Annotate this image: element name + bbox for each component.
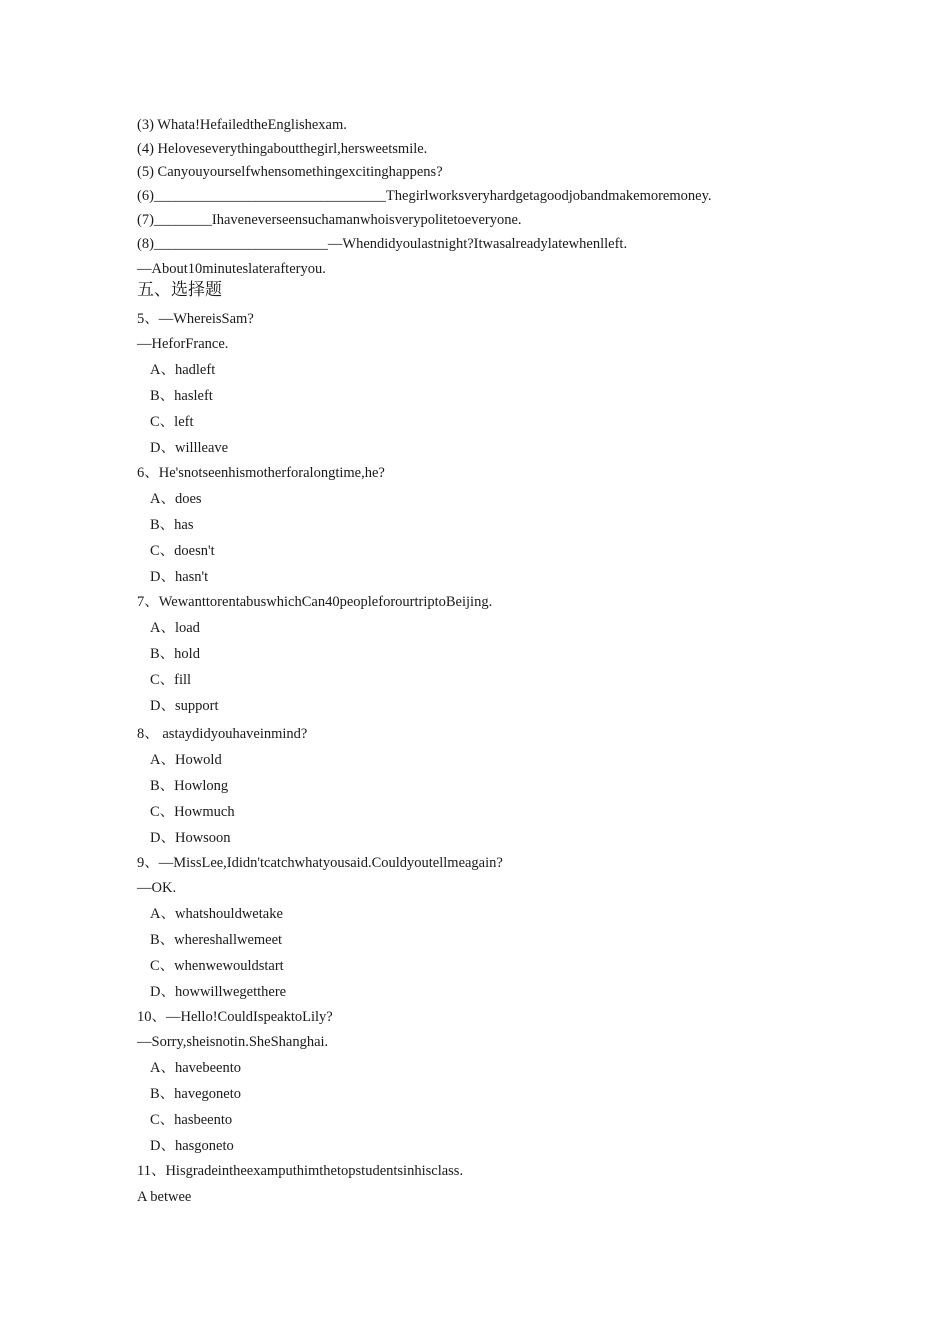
question-stem: —HeforFrance. bbox=[137, 336, 229, 352]
fill-in-item-7: (7)________Ihaveneverseensuchamanwhoisverypolitetoeveryone. bbox=[137, 212, 522, 228]
fill-in-item-6: (6)________________________________Thegirlworksveryhardgetagoodjobandmakemoremoney. bbox=[137, 188, 712, 204]
answer-option: A、hadleft bbox=[150, 362, 216, 378]
question-stem: 9、—MissLee,Ididn'tcatchwhatyousaid.Couldyoutellmeagain? bbox=[137, 855, 503, 871]
answer-option: B、havegoneto bbox=[150, 1086, 242, 1102]
question-stem: 10、—Hello!CouldIspeaktoLily? bbox=[137, 1009, 333, 1025]
answer-option: D、hasgoneto bbox=[150, 1138, 234, 1154]
fill-in-item-3: (3) Whata!HefailedtheEnglishexam. bbox=[137, 117, 347, 133]
answer-option: B、Howlong bbox=[150, 778, 229, 794]
answer-option: A、whatshouldwetake bbox=[150, 906, 283, 922]
answer-option: A betwee bbox=[137, 1189, 192, 1205]
answer-option: D、willleave bbox=[150, 440, 229, 456]
answer-option: D、support bbox=[150, 698, 219, 714]
answer-option: D、howwillwegetthere bbox=[150, 984, 287, 1000]
section-title: 五、选择题 bbox=[137, 280, 222, 300]
answer-option: C、left bbox=[150, 414, 194, 430]
answer-option: A、Howold bbox=[150, 752, 222, 768]
answer-option: A、load bbox=[150, 620, 200, 636]
question-stem: —Sorry,sheisnotin.SheShanghai. bbox=[137, 1034, 329, 1050]
fill-in-item-8: (8)________________________—Whendidyoulastnight?Itwasalreadylatewhenlleft. bbox=[137, 236, 628, 252]
fill-in-item-8-answer: —About10minuteslaterafteryou. bbox=[137, 261, 326, 277]
answer-option: A、havebeento bbox=[150, 1060, 241, 1076]
question-stem: —OK. bbox=[137, 880, 177, 896]
question-stem: 8、 astaydidyouhaveinmind? bbox=[137, 726, 308, 742]
answer-option: C、fill bbox=[150, 672, 192, 688]
question-stem: 7、WewanttorentabuswhichCan40peopleforourtriptoBeijing. bbox=[137, 594, 493, 610]
answer-option: D、Howsoon bbox=[150, 830, 231, 846]
answer-option: C、whenwewouldstart bbox=[150, 958, 284, 974]
answer-option: B、has bbox=[150, 517, 194, 533]
answer-option: A、does bbox=[150, 491, 202, 507]
answer-option: C、doesn't bbox=[150, 543, 215, 559]
answer-option: B、hold bbox=[150, 646, 200, 662]
question-stem: 6、He'snotseenhismotherforalongtime,he? bbox=[137, 465, 385, 481]
question-stem: 5、—WhereisSam? bbox=[137, 311, 254, 327]
answer-option: B、hasleft bbox=[150, 388, 213, 404]
answer-option: B、whereshallwemeet bbox=[150, 932, 283, 948]
fill-in-item-5: (5) Canyouyourselfwhensomethingexcitinghappens? bbox=[137, 164, 443, 180]
answer-option: C、Howmuch bbox=[150, 804, 235, 820]
answer-option: D、hasn't bbox=[150, 569, 209, 585]
answer-option: C、hasbeento bbox=[150, 1112, 233, 1128]
fill-in-item-4: (4) Heloveseverythingaboutthegirl,hersweetsmile. bbox=[137, 141, 428, 157]
question-stem: 11、Hisgradeintheexamputhimthetopstudentsinhisclass. bbox=[137, 1163, 464, 1179]
